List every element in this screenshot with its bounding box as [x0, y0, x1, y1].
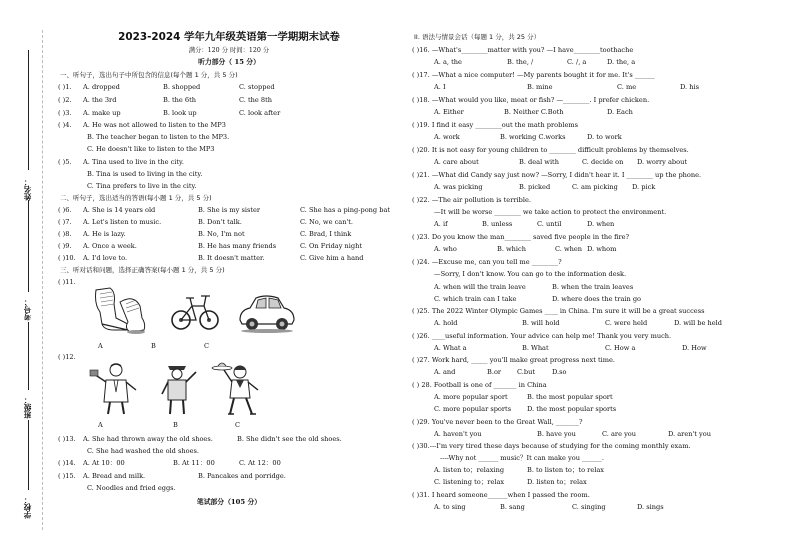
name-label: 姓名：: [23, 178, 32, 201]
id-line: [28, 200, 29, 292]
class-line: [28, 322, 29, 390]
school-label: 学校：: [23, 496, 32, 519]
q12-label-c: C: [235, 421, 241, 429]
fold-line: [42, 30, 43, 530]
part1-title: 一、听句子，选出句子中所包含的信息(每个题 1 分，共 5 分): [60, 71, 238, 79]
doctor-picture: [86, 360, 142, 416]
binding-margin: [8, 0, 46, 544]
exam-page: 姓名： 考号： 班级： 学校： 2023-2024 学年九年级英语第一学期期末试卷 满分：120 分 时间：120 分 听力部分（ 15 分） 一、听句子，选出句子中所包含的信息(每个题 1 分，共 5 分) ( )1. A. dropped B. shopped C. stopped ( )2. A. the 3rd B. the 6th C. the 8th ( )3. A. make up B. look up C. look after ( )4. A. He was not allowed to listen to the MP3 B. The teacher began to listen to the MP3. C. He doesn't like to listen to the MP3 ( )5. A. Tina used to live in the city. B. Tina is used to living in the city. C. Tina prefers to live in the city. 二、听句子，选出适当的答语(每小题 1 分，共 5 分) ( )6. A. She is 14 years old B. She is my sister C. She has a ping-pong bat ( )7. A. Let's listen to music. B. Don't talk. C. No, we can't. ( )8. A. He is lazy. B. No, I'm not C. Brad, I think ( )9. A. Once a week. B. He has many friends C. On Friday night ( )10. A. I'd love to. B. It doesn't matter. C. Give him a hand 三、听对话和问题，选择正确答案(每小题 1 分，共 5 分) ( )11. A B C ( )12. A B C ( )13. A. She had thrown away the old shoes. B. She didn't see the old shoes. C. She had washed the old shoes. ( )14. A. At 10：00 B. At 11：00 C. At 12：00 ( )15. A. Bread and milk. B. Pancakes and porridge. C. Noodles and fried eggs. 笔试部分（105 分） II. 语法与情景会话（每题 1 分，共 25 分） ( )16. —What's________matter with you? —I have________toothache A. a, the B. the, / C. /, a D. the, a ( )17. —What a nice computer! —My parents bought it for me. It's ______ A. I B. mine C. me D. his ( )18. —What would you like, meat or fish? —________. I prefer chicken. A. Either B. Neither C.Both D. Each ( )19. I find it easy ________out the math problems A. work B. working C.works D. to work ( )20. It is not easy for young children to ________ difficult problems by themselves. A. care about B. deal with C. decide on D. worry about ( )21. —What did Candy say just now? —Sorry, I didn't hear it. I ________ up the phone. A. was picking B. picked C. am picking D. pick ( )22. —The air pollution is terrible. —It will be worse ________ we take action to protect the environment. A. if B. unless C. until D. when ( )23. Do you know the man________ saved five people in the fire? A. who B. which C. when D. whom ( )24. —Excuse me, can you tell me ________? —Sorry, I don't know. You can go to the information desk. A. when will the train leave B. when the train leaves C. which train can I take D. where does the train go ( )25. The 2022 Winter Olympic Games ____ in China. I'm sure it will be a great success A. hold B. will hold C. were held D. will be held ( )26. ____useful information. Your advice can help me! Thank you very much. A. What a B. What C. How a D. How ( )27. Work hard, _____ you'll make great progress next time. A. and B.or C.but D.so ( ) 28. Football is one of _______ in China A. more popular sport B. the most popular sport C. more popular sports D. the most popular sports ( )29. You've never been to the Great Wall, _______? A. haven't you B. have you C. are you D. aren't you ( )30.---I'm very tired these days because of studying for the coming monthly exam. ----Why not ______ music？It can make you ______. A. listen to；relaxing B. to listen to；to relax C. listening to；relax D. listen to；relax ( )31. I heard someone______when I passed the room. A. to sing B. sang C. singing D. sings: [0, 0, 794, 544]
id-label: 考号：: [23, 298, 32, 321]
part2-title: 二、听句子，选出适当的答语(每小题 1 分，共 5 分): [60, 194, 212, 202]
q12-label-b: B: [173, 421, 178, 429]
q12-label-a: A: [98, 421, 103, 429]
class-label: 班级：: [23, 396, 32, 419]
shoes-picture: [88, 284, 152, 336]
q11-label-c: C: [204, 342, 210, 350]
policeman-picture: [154, 360, 200, 416]
question-11-number: ( )11.: [58, 278, 76, 286]
q11-label-b: B: [151, 342, 156, 350]
question-12-number: ( )12.: [58, 353, 76, 361]
car-picture: [236, 292, 296, 334]
waiter-picture: [208, 358, 270, 418]
school-line: [28, 420, 29, 490]
grammar-title: II. 语法与情景会话（每题 1 分，共 25 分）: [414, 33, 541, 41]
exam-meta: 满分：120 分 时间：120 分: [188, 47, 270, 54]
name-line: [28, 50, 29, 170]
part3-title: 三、听对话和问题，选择正确答案(每小题 1 分，共 5 分): [60, 266, 225, 274]
written-title: 笔试部分（105 分）: [196, 498, 262, 506]
q11-label-a: A: [98, 342, 103, 350]
bicycle-picture: [170, 288, 220, 332]
listening-title: 听力部分（ 15 分）: [198, 58, 260, 66]
exam-title: 2023-2024 学年九年级英语第一学期期末试卷: [118, 31, 340, 43]
